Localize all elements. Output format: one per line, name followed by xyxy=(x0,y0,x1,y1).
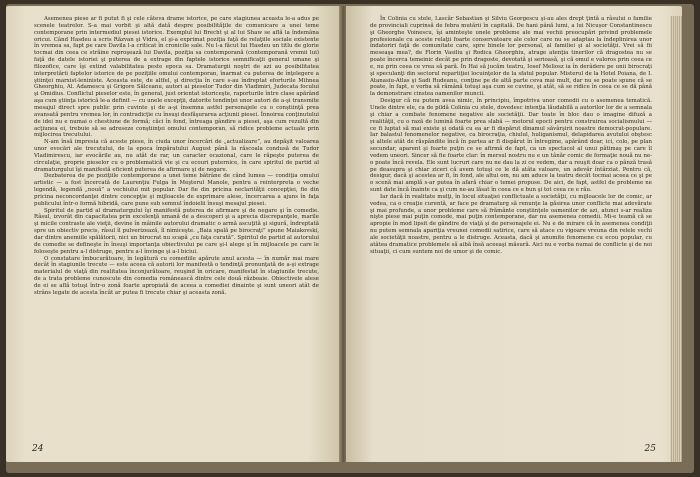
page-number-right: 25 xyxy=(644,444,656,454)
paragraph: Dezbaterea de pe poziţiile contemporane a unei teme bătrâne de când lumea — condiţia omului artistic — a fost încercată de Laurenţiu Fulga în Meşterul Manole, pentru a reinterpreta o veche legendă, legendă „nouă” a vechiului mit popular. Dar fie din pricina neclarităţii concepţiei, fie din pricina neconcordanţei dintre concepţie şi mijloacele de exprimare alese, încercarea a ajuns în faţa publicului într-o formă hibridă, care pune sub semnul îndoielii însuşi mesajul piesei. xyxy=(34,173,319,207)
page-number-left: 24 xyxy=(32,444,44,454)
paragraph: În Colinia cu stele, Lascăr Sebastian şi Silviu Georgescu şi-au ales drept ţintă a râsului o familie de provinciali cuprinsă de febra mutării în capitală. De hani până lumi, a lui Nicușor Constantinescu şi Gheorghe Voinescu, îşi aminteşte unele probleme ale mai vechii preocupări privind problemele profesionale cu aceste relaţii foarte conservatoare ale celor care nu se adaptau la îndeplinirea unor îndatoriri faţă de comunitate care, spre binele lor personal, al familiei şi al societăţii. Vrei să fii meseaşa mea?, de Florin Vasiliu şi Rodica Gheorghiu, atrage atenţia tinerilor că dragostea nu se poate încerca temeinic decât pe prin dragoste, devotată şi serioasă, şi că omul e valoros prin ceea ce e, nu prin ceea ce vrea să pară. În Hai să jucăm teatru, Iosef Meliosz ia în derâdere pe unii birocraţi şi speculanţi din sectorul repartiţiei locuinţelor de la sfatul popular. Misterul de la Hotel Poiana, de I. Atanasiu-Atlas şi Sadi Rudeanu, conţine pe de altă parte ceva mai mult, dar nu se poate spune că se poate, în fapt, e vorba să rămână totuşi aşa cum se cuvine, şi atât, să se ridice în ceea ce se dă până la demonstrare cinstea oamenilor muncii. xyxy=(370,16,652,98)
paragraph: Spiritul de partid al dramaturgului îşi manifestă puterea de afirmare şi de negare şi în comedie. Râsul, izvorât din capacitatea prin excelenţă umană de a descoperi şi a aprecia discrepanţele, marile şi micile contraste ale vieţii, devine în mâinile autorului dramatic o armă ascuţită şi sigură, îndreptată spre un obiectiv precis, râsul îl pulverizează, îl nimiceşte. „Baia spală pe birocraţi” spune Maiakovski, dar dintre anemiile spălătorii, nici un birocrat nu scapă „cu faţa curată”. Spiritul de partid al autorului de comedie se defineşte în însuşi importanţa obiectivului pe care şi-l alege şi în mijloacele pe care le foloseşte pentru a-l distruge, pentru a-l învinge şi a-l biciui. xyxy=(34,207,319,255)
paragraph: O constatare îmbucurătoare, în legătură cu comediile apărute anul acesta — în număr mai mare decât în stagiunile trecute — este aceea că autorii lor manifestă o tendinţă pronunţată de a-şi extrage materialul de viaţă din realitatea înconjurătoare, reuşind în oricare, manifestat în stagiunile trecute, de a trata probleme cunoscute din comedia românească dintre cele două războaie. Obiectivele alese de ei se află totuşi într-o zonă foarte apropiată de aceea a comediei dinainte şi sunt uneori atât de strâns legate de acesta încât ar putea fi trecute chiar şi aceasta zonă. xyxy=(34,255,319,296)
left-page-text xyxy=(34,16,319,440)
paragraph: Asemenea piese ar fi putut fi şi cele câteva drame istorice, pe care stagiunea aceasta le-a adus pe scenele teatrelor. S-a mai vorbit şi altă dată despre posibilităţile de comunicare a unei teme contemporane prin intermediul piesei istorice. Exemplul lui Brecht şi al lui Shaw se află la îndemâna oricui. Când Hasdeu a scris Răzvan şi Vidra, el şi-a exprimat poziţia faţă de relaţiile sociale existente în vremea sa, fapt pe care Davila l-a criticat în cronicile sale. Nu l-a făcut lui Hasdeu un titlu de glorie tocmai din ceea ce străine reproşează lui Davila, poziţia sa contemporană (contemporană vremii lui) faţă de datele istoriei şi puterea de a extrage din faptele istorice semnificaţii general umane şi filozofice, care îşi extind valabilitatea peste epoca sa. Dramaturgii noştri de azi au posibilitatea interpretării faptelor istorice de pe poziţiile omului contemporan, înarmat cu puterea de înţelegere a ştiinţei marxist-leniniste. Aceasta este, de altfel, şi direcţia în care s-au îndreptat eforturile Mihnea Gheorghiu, Al. Adamescu şi Grigore Sălceanu, autori ai pieselor Tudor din Vladimiri, Judecata focului şi Omidius. Conflictul pieselor este, în general, just orientat istoriceşte, raporturile între clase apărând aşa cum ştiinţa istorică le-a definit — cu unele excepţii, datorite tendinţei unor autori de a-şi transmite mesajul direct spre public prin cuvinte şi de a-şi însemna astfel personajele cu o conştiinţă prea avansată pentru vremea lor, în contradicţie cu însuşi desfăşurarea acţiunii piesei. Înnoirea conţinutului de idei nu e numai o chestiune de formă; căci în fond, întreaga gândire a piesei, aşa cum rezultă din acţiunea ei, trebuie să se adreseze conştiinţei omului contemporan, să ridice probleme actuale prin mijlocirea trecutului. xyxy=(34,16,319,139)
right-page-text xyxy=(370,16,652,440)
page-edges xyxy=(670,16,682,462)
paragraph: Iar dacă în realitate mulţi, în locul situaţiei conflictuale a societăţii, cu mijloacele lor de comic, ar vedea, ca o creaţie curentă, ar face pe dramaturg să renunţe la găsirea unor conflicte mai adevărate şi mai profunde, a unor probleme care să frământe conştiinţele oamenilor de azi, atunci s-ar realiza nişte piese mai puţin comode, mai puţin contemporane, dar nu asemenea comedii. Mi-e teamă că se apropie în mod lipsit de gândire de viaţă şi de personajele ei. Nu e de mirare că în asemenea condiţii nu putem semnala apariţia vreunei comedii satirice, care să atace cu vigoare vreuna din relele vechi ale societăţii noastre, pentru a le distruge. Aceasta, dacă şi anumite fenomene cu ecou popular, cu atâtea dramatice problemele să aibă însă aceeaşi măsură. Aici nu e vorba numai de conflicte şi de noi situaţii, ci cum suntem noi de umor şi de comic. xyxy=(370,193,652,255)
left-page xyxy=(6,6,341,462)
paragraph: N-am însă impresia că aceste piese, în ciuda unor încercări de „actualizare”, au depăşit valoarea unor evocări ale trecutului, de la epoca împăratului August până la răscoala condusă de Tudor Vladimirescu, iar evocările au, nu atât de rar, un caracter ocazional, care le răpeşte puterea de circulaţie, proprie pieselor cu o problematică vie şi cu ecouri puternice, în care spiritul de partid al dramaturgului îşi manifestă eficient puterea de afirmare şi de negare. xyxy=(34,139,319,173)
paragraph: Desigur că nu putem avea nimic, în principiu, împotriva unor comedii cu o asemenea tematică. Unele dintre ele, ca de pildă Colinia cu stele, dovedesc intenţia lăudabilă a autorilor lor de a semnala şi chiar a combate fenomene negative ale societăţii. Dar toate în bloc dau o imagine difuză a realităţii, cu o rază de lumină foarte prea slabă — motorul epocii pentru construirea socialismului — ce fi luptat să mai existe şi odată cu ea ar fi dispărut dinamul săvârşirii noastre democrat-populare. Iar balastul fenomenelor negative, ca birocraţia, chiulul, huliganismul, delapidarea avutului obştesc şi altele atât de răspândite încă în partea ar fi dispărut în întregime, apărând doar, ici, colo, pe plan secundar, aparent şi foarte puţin ce se afirmă de fapt, ca un spectacol al unui pătimaş pe care îl vedem uneori. Sincer să fie foarte clar: în mersul nostru nu e un tânăr comic de formaţie nouă nu ne-o poate încă revela. Ele sunt lucruri care nu ne dau la zi ce vedem, dar a reuşit doar ca o pânză trasă pe deasupra şi chiar ziceri că avem totuşi ce le dă atâta valoare, un adevăr întârziat. Pentru că, desigur, dacă şi acestea ar fi, în fond, ale altui om, nu am aduce la teatru decât tocmai aceea ce şi pe o scenă mai amplă s-ar putea în afară chiar o temei propuse. De aici, de fapt, astfel de probleme ne sunt date încă înainte ca şi cum ne-au lăsat în ceea ce e bun şi tot ceea ce e rău. xyxy=(370,98,652,194)
right-page xyxy=(346,6,682,462)
